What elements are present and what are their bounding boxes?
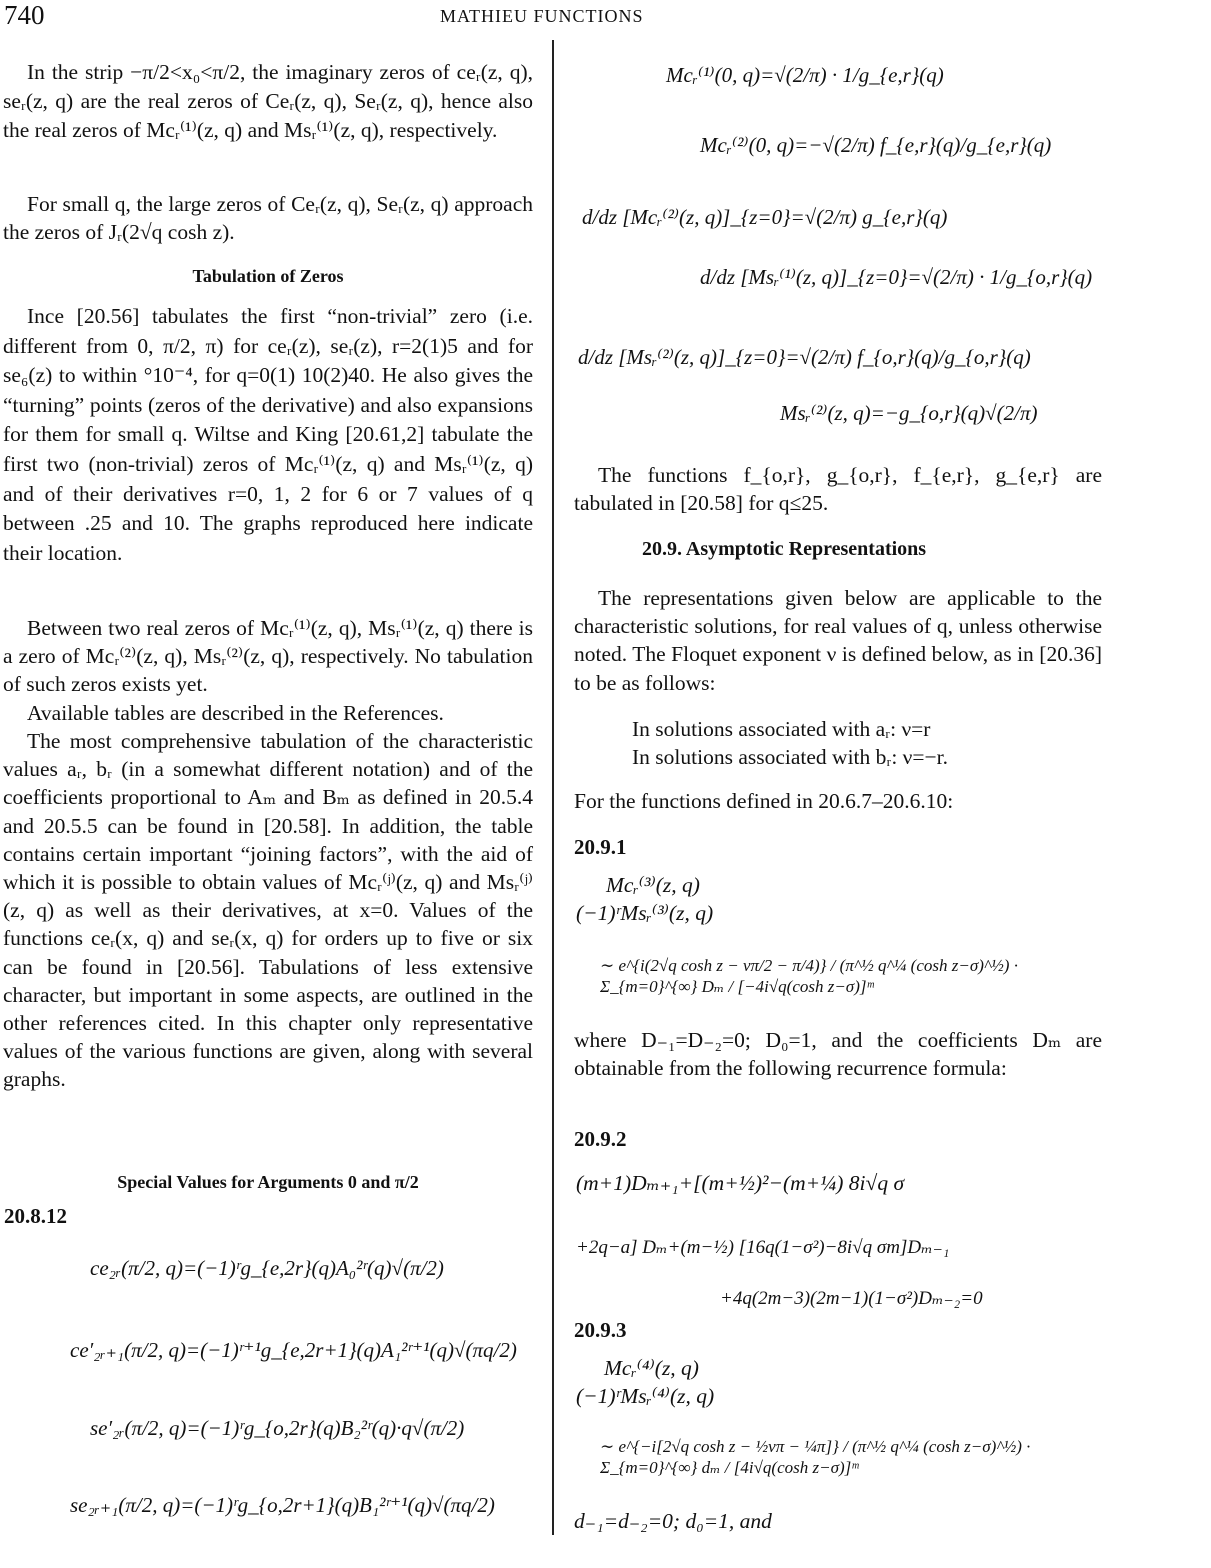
equation-asymptotic-4: ∼ e^{−i[2√q cosh z − ½νπ − ¼π]} / (π^½ q^¼ (cosh z−σ)^½) · Σ_{m=0}^{∞} dₘ / [4i√q(cosh z−σ)]ᵐ (600, 1437, 1031, 1478)
paragraph-comprehensive-tabulation: The most comprehensive tabulation of the characteristic values aᵣ, bᵣ (in a somewhat different notation) and of the coefficients proportional to Aₘ and Bₘ as defined in 20.5.4 and 20.5.5 can be found in [20.58]. In addition, the table contains certain important “joining factors”, with the aid of which it is possible to obtain values of Mcᵣ⁽ʲ⁾(z, q) and Msᵣ⁽ʲ⁾(z, q) as well as their derivatives, at x=0. Values of the functions ceᵣ(x, q) and seᵣ(x, q) for orders up to five or six can be found in [20.56]. Tabulations of less extensive character, but important in some aspects, are outlined in the other references cited. In this chapter only representative values of the various functions are given, along with several graphs. (3, 729, 533, 1092)
paragraph-representations: The representations given below are applicable to the characteristic solutions, for real values of q, unless otherwise noted. The Floquet exponent ν is defined below, as in [20.36] to be as follows: (574, 586, 1102, 695)
equation-ce-prime-2r1: ce′₂ᵣ₊₁(π/2, q)=(−1)ʳ⁺¹g_{e,2r+1}(q)A₁²ʳ⁺¹(q)√(πq/2) (70, 1338, 517, 1362)
equation-recurrence-line-3: +4q(2m−3)(2m−1)(1−σ²)Dₘ₋₂=0 (720, 1288, 983, 1309)
equation-ms1-derivative: d/dz [Msᵣ⁽¹⁾(z, q)]_{z=0}=√(2/π) · 1/g_{o,r}(q) (700, 265, 1093, 289)
equation-se-prime-2r: se′₂ᵣ(π/2, q)=(−1)ʳg_{o,2r}(q)B₂²ʳ(q)·q√(π/2) (90, 1416, 465, 1440)
text-functions-defined: For the functions defined in 20.6.7–20.6.10: (574, 789, 954, 813)
running-title: MATHIEU FUNCTIONS (440, 6, 644, 26)
equation-asymptotic-3: ∼ e^{i(2√q cosh z − νπ/2 − π/4)} / (π^½ q^¼ (cosh z−σ)^½) · Σ_{m=0}^{∞} Dₘ / [−4i√q(cosh z−σ)]ᵐ (600, 956, 1018, 997)
paragraph-where-d: where D₋₁=D₋₂=0; D₀=1, and the coefficients Dₘ are obtainable from the following recurrence formula: (574, 1028, 1102, 1081)
equation-ms4: (−1)ʳMsᵣ⁽⁴⁾(z, q) (576, 1384, 715, 1408)
equation-ms2-zero: Msᵣ⁽²⁾(z, q)=−g_{o,r}(q)√(2/π) (780, 401, 1038, 425)
heading-asymptotic-representations: 20.9. Asymptotic Representations (642, 538, 927, 560)
paragraph-small-q: For small q, the large zeros of Ceᵣ(z, q), Seᵣ(z, q) approach the zeros of Jᵣ(2√q cosh z). (3, 192, 533, 245)
equation-recurrence-line-2: +2q−a] Dₘ+(m−½) [16q(1−σ²)−8i√q σm]Dₘ₋₁ (576, 1237, 950, 1258)
equation-label-20-9-3: 20.9.3 (574, 1318, 627, 1342)
equation-mc2-derivative: d/dz [Mcᵣ⁽²⁾(z, q)]_{z=0}=√(2/π) g_{e,r}(q) (582, 205, 948, 229)
page-number: 740 (4, 0, 45, 30)
heading-tabulation-of-zeros: Tabulation of Zeros (192, 266, 344, 286)
equation-ms2-derivative: d/dz [Msᵣ⁽²⁾(z, q)]_{z=0}=√(2/π) f_{o,r}(q)/g_{o,r}(q) (578, 345, 1031, 369)
paragraph-functions-tabulated: The functions f_{o,r}, g_{o,r}, f_{e,r}, g_{e,r} are tabulated in [20.58] for q≤25. (574, 463, 1102, 516)
text-assoc-a: In solutions associated with aᵣ: ν=r (632, 717, 931, 741)
equation-ms3: (−1)ʳMsᵣ⁽³⁾(z, q) (576, 901, 714, 925)
equation-recurrence-line-1: (m+1)Dₘ₊₁+[(m+½)²−(m+¼) 8i√q σ (576, 1171, 905, 1195)
text-d-initial-values: d₋₁=d₋₂=0; d₀=1, and (574, 1509, 772, 1533)
paragraph-between-zeros: Between two real zeros of Mcᵣ⁽¹⁾(z, q), Msᵣ⁽¹⁾(z, q) there is a zero of Mcᵣ⁽²⁾(z, q), Msᵣ⁽²⁾(z, q), respectively. No tabulation of such zeros exists yet. (3, 616, 533, 697)
column-divider (552, 40, 554, 1535)
paragraph-imaginary-zeros: In the strip −π/2<x₀<π/2, the imaginary zeros of ceᵣ(z, q), seᵣ(z, q) are the real zeros of Ceᵣ(z, q), Seᵣ(z, q), hence also the real zeros of Mcᵣ⁽¹⁾(z, q) and Msᵣ⁽¹⁾(z, q), respectively. (3, 60, 533, 142)
equation-label-20-8-12: 20.8.12 (4, 1204, 67, 1228)
text-assoc-b: In solutions associated with bᵣ: ν=−r. (632, 745, 948, 769)
equation-label-20-9-1: 20.9.1 (574, 835, 627, 859)
equation-label-20-9-2: 20.9.2 (574, 1127, 627, 1151)
heading-special-values: Special Values for Arguments 0 and π/2 (117, 1172, 419, 1192)
equation-mc4: Mcᵣ⁽⁴⁾(z, q) (604, 1356, 699, 1380)
equation-se-2r1: se₂ᵣ₊₁(π/2, q)=(−1)ʳg_{o,2r+1}(q)B₁²ʳ⁺¹(q)√(πq/2) (70, 1493, 495, 1517)
equation-mc2-zero: Mcᵣ⁽²⁾(0, q)=−√(2/π) f_{e,r}(q)/g_{e,r}(q) (700, 133, 1052, 157)
equation-mc1-zero: Mcᵣ⁽¹⁾(0, q)=√(2/π) · 1/g_{e,r}(q) (666, 63, 944, 87)
equation-ce-2r: ce₂ᵣ(π/2, q)=(−1)ʳg_{e,2r}(q)A₀²ʳ(q)√(π/2) (90, 1256, 444, 1280)
equation-mc3: Mcᵣ⁽³⁾(z, q) (606, 873, 700, 897)
paragraph-available-tables: Available tables are described in the References. (27, 701, 444, 725)
paragraph-ince: Ince [20.56] tabulates the first “non-trivial” zero (i.e. different from 0, π/2, π) for ceᵣ(z), seᵣ(z), r=2(1)5 and for se₆(z) to within °10⁻⁴, for q=0(1) 10(2)40. He also gives the “turning” points (zeros of the derivative) and also expansions for them for small q. Wiltse and King [20.61,2] tabulate the first two (non-trivial) zeros of Mcᵣ⁽¹⁾(z, q) and Msᵣ⁽¹⁾(z, q) and of their derivatives r=0, 1, 2 for 6 or 7 values of q between .25 and 10. The graphs reproduced here indicate their location. (3, 304, 533, 565)
